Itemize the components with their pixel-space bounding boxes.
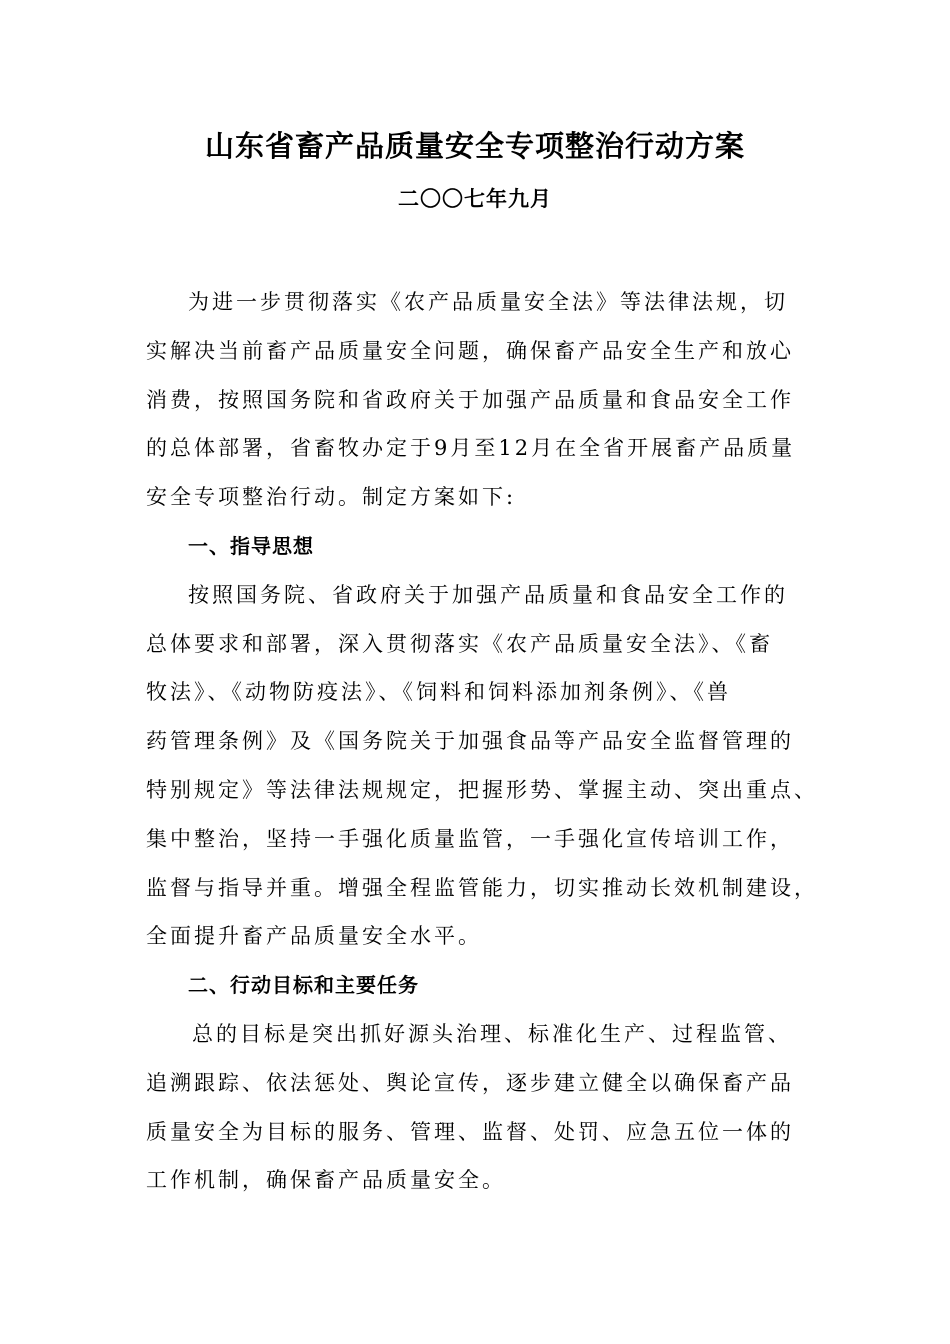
section1-line: 全面提升畜产品质量安全水平。 [146, 924, 482, 949]
section1-line: 药管理条例》及《国务院关于加强食品等产品安全监督管理的 [146, 729, 794, 754]
section2-line: 追溯跟踪、依法惩处、舆论宣传，逐步建立健全以确保畜产品 [146, 1070, 794, 1095]
section2-line: 质量安全为目标的服务、管理、监督、处罚、应急五位一体的 [146, 1119, 794, 1144]
intro-line: 为进一步贯彻落实《农产品质量安全法》等法律法规，切 [188, 290, 788, 314]
section1-line: 按照国务院、省政府关于加强产品质量和食品安全工作的 [188, 582, 788, 607]
intro-line: 的总体部署，省畜牧办定于9月至12月在全省开展畜产品质量 [146, 436, 796, 461]
section2-line: 工作机制，确保畜产品质量安全。 [146, 1168, 506, 1193]
intro-line: 实解决当前畜产品质量安全问题，确保畜产品安全生产和放心 [146, 338, 794, 363]
section1-line: 监督与指导并重。增强全程监管能力，切实推动长效机制建设， [146, 875, 818, 900]
document-body [146, 278, 826, 1205]
section2-line: 总的目标是突出抓好源头治理、标准化生产、过程监管、 [192, 1021, 792, 1046]
intro-line: 安全专项整治行动。制定方案如下: [146, 485, 517, 510]
section1-line: 特别规定》等法律法规规定，把握形势、掌握主动、突出重点、 [146, 777, 818, 802]
section1-line: 牧法》、《动物防疫法》、《饲料和饲料添加剂条例》、《兽 [146, 680, 731, 705]
document-title: 山东省畜产品质量安全专项整治行动方案 [204, 129, 745, 163]
section1-line: 总体要求和部署，深入贯彻落实《农产品质量安全法》、《畜 [146, 631, 773, 656]
section1-line: 集中整治，坚持一手强化质量监管，一手强化宣传培训工作， [146, 826, 794, 851]
intro-line: 消费，按照国务院和省政府关于加强产品质量和食品安全工作 [146, 387, 794, 412]
section-heading-guiding-thought: 一、指导思想 [188, 533, 314, 558]
document-date: 二〇〇七年九月 [398, 187, 552, 211]
section-heading-goals-tasks: 二、行动目标和主要任务 [188, 973, 419, 998]
